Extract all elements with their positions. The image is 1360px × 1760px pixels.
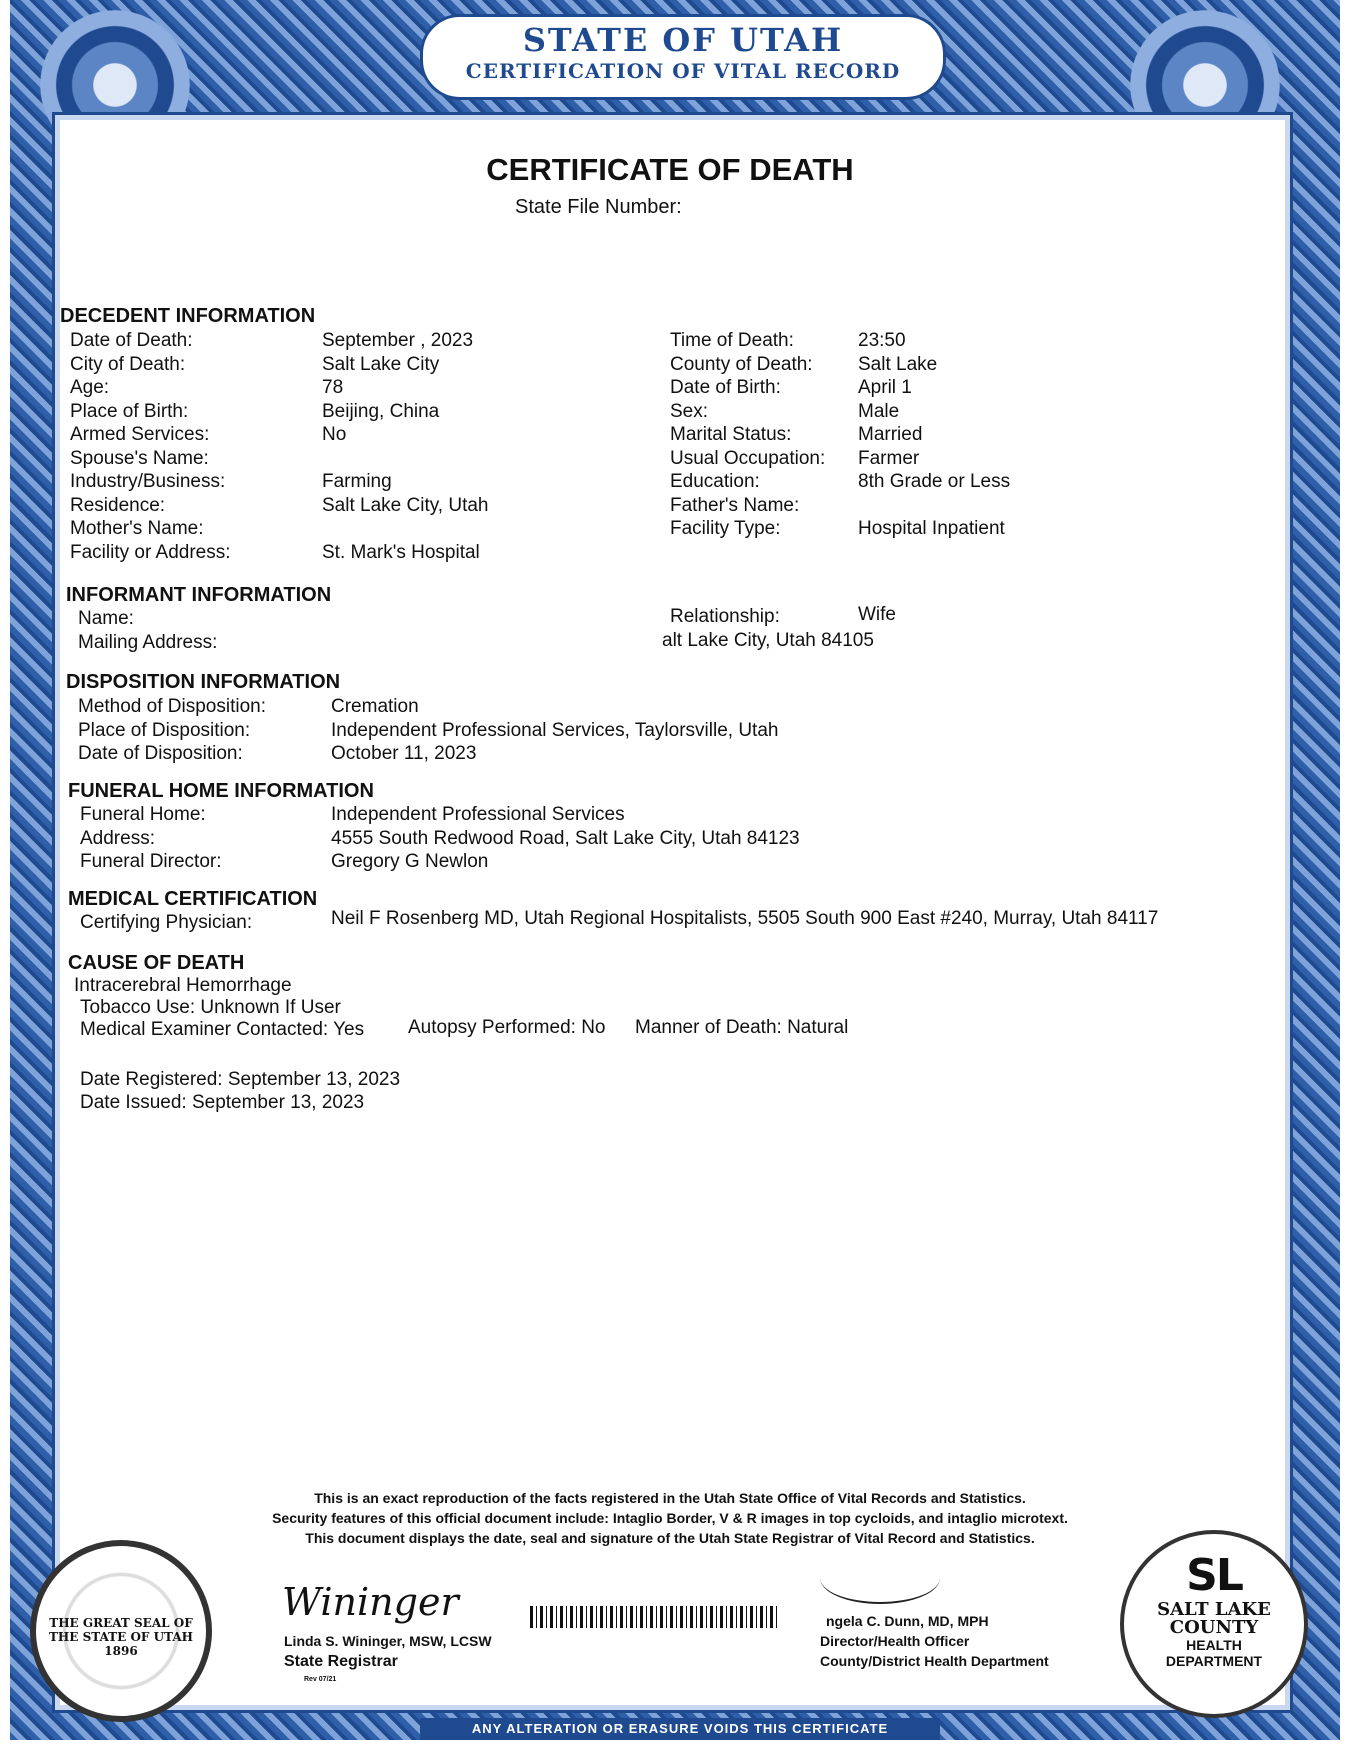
alteration-warning: ANY ALTERATION OR ERASURE VOIDS THIS CERTIFICATE — [420, 1718, 940, 1740]
footer-statement-2: Security features of this official document include: Intaglio Border, V & R images in top cycloids, and intaglio microtext. — [272, 1510, 1068, 1526]
medical-examiner-contacted: Medical Examiner Contacted: Yes — [80, 1019, 365, 1040]
field-value: April 1 — [858, 377, 912, 398]
field-value: Salt Lake — [858, 353, 938, 375]
field-value: No — [322, 424, 347, 445]
cause-line-2: Tobacco Use: Unknown If User — [80, 997, 341, 1018]
field-label: Place of Disposition: — [78, 719, 251, 741]
state-title: STATE OF UTAH — [522, 21, 844, 59]
certification-title: CERTIFICATION OF VITAL RECORD — [465, 59, 901, 83]
director-department: County/District Health Department — [820, 1653, 1049, 1669]
medical-heading: MEDICAL CERTIFICATION — [68, 888, 318, 910]
decedent-heading: DECEDENT INFORMATION — [60, 305, 316, 327]
field-value: Married — [858, 424, 923, 445]
field-value: 23:50 — [858, 330, 906, 351]
field-label: Method of Disposition: — [78, 696, 266, 717]
field-value: St. Mark's Hospital — [322, 541, 480, 563]
registrar-name: Linda S. Wininger, MSW, LCSW — [284, 1633, 492, 1649]
field-label: Address: — [80, 827, 155, 849]
field-value: Independent Professional Services, Taylorsville, Utah — [331, 719, 779, 741]
field-label: Age: — [70, 377, 110, 398]
footer-statement-3: This document displays the date, seal and signature of the Utah State Registrar of Vital Record and Statistics. — [305, 1530, 1035, 1546]
funeral-heading: FUNERAL HOME INFORMATION — [68, 780, 374, 802]
county-name-2: COUNTY — [1169, 1617, 1259, 1638]
footer-statement-1: This is an exact reproduction of the facts registered in the Utah State Office of Vital Records and Statistics. — [314, 1490, 1026, 1506]
field-label: Father's Name: — [670, 494, 800, 516]
field-value: Farmer — [858, 447, 920, 469]
field-value: Beijing, China — [322, 400, 440, 422]
informant-relationship-label: Relationship: — [670, 606, 780, 627]
page-title: CERTIFICATE OF DEATH — [486, 152, 854, 187]
field-value: 4555 South Redwood Road, Salt Lake City, Utah 84123 — [331, 827, 800, 849]
field-value: October 11, 2023 — [331, 743, 477, 764]
state-file-number-label: State File Number: — [515, 196, 682, 218]
field-value: Independent Professional Services — [331, 804, 625, 825]
great-seal-of-utah — [30, 1540, 212, 1722]
field-value: September , 2023 — [322, 330, 474, 351]
registrar-signature: Wininger — [282, 1580, 459, 1624]
field-label: County of Death: — [670, 353, 813, 375]
informant-mailing-value: alt Lake City, Utah 84105 — [662, 630, 874, 651]
field-label: Date of Birth: — [670, 377, 781, 398]
field-label: Education: — [670, 471, 760, 492]
barcode — [530, 1606, 780, 1628]
county-logo-mark: SL — [1186, 1550, 1242, 1601]
director-name: ngela C. Dunn, MD, MPH — [826, 1613, 989, 1629]
informant-mailing-label: Mailing Address: — [78, 632, 218, 653]
field-value: 78 — [322, 377, 344, 398]
county-dept-1: HEALTH — [1186, 1637, 1242, 1653]
informant-heading: INFORMANT INFORMATION — [66, 584, 332, 606]
header-banner — [420, 14, 946, 100]
revision-note: Rev 07/21 — [304, 1676, 337, 1683]
field-label: Sex: — [670, 400, 709, 422]
field-label: Facility or Address: — [70, 541, 231, 563]
autopsy-performed: Autopsy Performed: No — [408, 1017, 606, 1038]
field-label: Usual Occupation: — [670, 447, 826, 469]
field-value: Cremation — [331, 696, 419, 717]
field-label: Mother's Name: — [70, 518, 204, 539]
informant-name-label: Name: — [78, 608, 134, 629]
field-value: 8th Grade or Less — [858, 471, 1011, 492]
date-registered: Date Registered: September 13, 2023 — [80, 1069, 401, 1090]
date-issued: Date Issued: September 13, 2023 — [80, 1092, 365, 1113]
certifying-physician-label: Certifying Physician: — [80, 912, 253, 933]
field-label: Industry/Business: — [70, 471, 226, 492]
cause-line-1: Intracerebral Hemorrhage — [74, 975, 292, 996]
field-label: Armed Services: — [70, 424, 210, 445]
field-value: Male — [858, 400, 900, 422]
field-value: Gregory G Newlon — [331, 851, 489, 872]
field-label: City of Death: — [70, 353, 186, 375]
field-label: Residence: — [70, 494, 166, 516]
field-value: Salt Lake City — [322, 353, 440, 375]
field-label: Spouse's Name: — [70, 447, 209, 469]
field-label: Facility Type: — [670, 518, 781, 539]
seal-text: THE GREAT SEAL OF THE STATE OF UTAH 1896 — [49, 1616, 193, 1658]
field-label: Funeral Home: — [80, 804, 206, 825]
cause-heading: CAUSE OF DEATH — [68, 952, 245, 974]
registrar-title: State Registrar — [284, 1653, 398, 1670]
director-title: Director/Health Officer — [820, 1633, 970, 1649]
field-value: Salt Lake City, Utah — [322, 494, 489, 516]
field-value: Farming — [322, 471, 392, 492]
manner-of-death: Manner of Death: Natural — [635, 1017, 849, 1038]
field-label: Time of Death: — [670, 330, 794, 351]
county-name-1: SALT LAKE — [1157, 1599, 1271, 1620]
field-label: Funeral Director: — [80, 851, 222, 872]
certifying-physician-value: Neil F Rosenberg MD, Utah Regional Hospitalists, 5505 South 900 East #240, Murray, Utah 84117 — [331, 908, 1159, 929]
county-dept-2: DEPARTMENT — [1165, 1653, 1263, 1669]
field-value: Hospital Inpatient — [858, 518, 1005, 539]
field-label: Place of Birth: — [70, 400, 189, 422]
field-label: Marital Status: — [670, 424, 792, 445]
director-signature-mark — [820, 1552, 940, 1604]
disposition-heading: DISPOSITION INFORMATION — [66, 671, 341, 693]
salt-lake-county-health-logo — [1120, 1530, 1308, 1718]
informant-relationship-value: Wife — [858, 604, 896, 625]
field-label: Date of Disposition: — [78, 743, 243, 764]
field-label: Date of Death: — [70, 330, 193, 351]
